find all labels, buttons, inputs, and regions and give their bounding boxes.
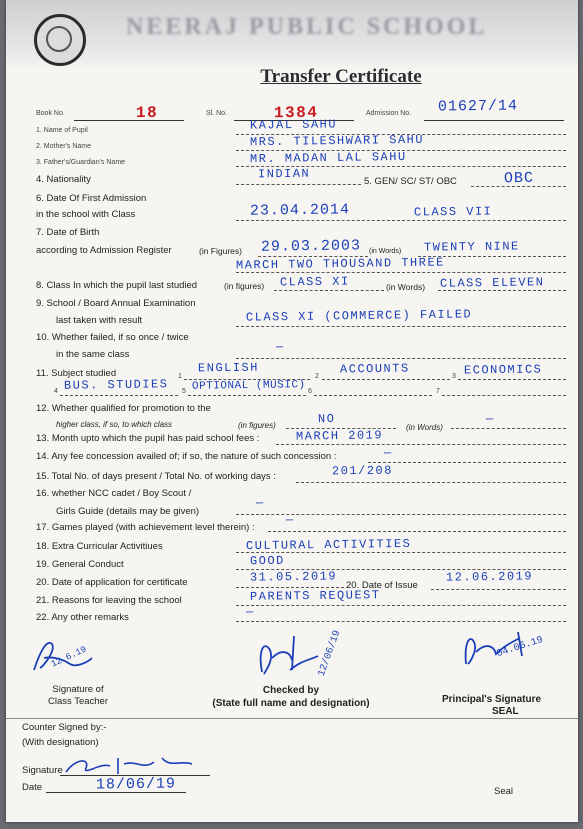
principal-seal-label: SEAL: [492, 706, 519, 717]
leaving-reason-value: PARENTS REQUEST: [249, 588, 381, 604]
pupil-name-label: 1. Name of Pupil: [36, 127, 88, 134]
promotion-label-a: 12. Whether qualified for promotion to the: [36, 403, 211, 414]
checked-by-hint: (State full name and designation): [212, 698, 370, 709]
admission-no-value: 01627/14: [437, 97, 519, 116]
issue-date-label: 20. Date of Issue: [346, 580, 418, 591]
first-admission-label-b: in the school with Class: [36, 209, 136, 220]
last-class-in-words-label: (in Words): [386, 282, 426, 292]
promotion-figures-value: NO: [317, 411, 336, 427]
dob-in-figures-label: (in Figures): [199, 246, 242, 256]
class-teacher-label-a: Signature of: [52, 684, 104, 695]
last-class-figures-line: [274, 290, 384, 291]
application-date-label: 20. Date of application for certificate: [36, 577, 188, 588]
book-no-value: 18: [135, 103, 159, 123]
dob-words-value-b: MARCH TWO THOUSAND THREE: [235, 255, 445, 273]
principal-date: 04.06.19: [495, 634, 545, 661]
counter-divider: [6, 718, 578, 719]
nationality-label: 4. Nationality: [36, 174, 91, 185]
admission-no-line: [424, 120, 564, 121]
remarks-line: [236, 621, 566, 622]
father-name-value: MR. MADAN LAL SAHU: [249, 149, 407, 167]
application-date-value: 31.05.2019: [249, 569, 338, 585]
sl-no-label: Sl. No.: [206, 110, 228, 117]
nationality-value: INDIAN: [257, 166, 311, 182]
subject-2: ACCOUNTS: [339, 361, 410, 377]
exam-label-b: last taken with result: [56, 315, 143, 326]
exam-label-a: 9. School / Board Annual Examination: [36, 298, 196, 309]
subject-line-5: [188, 395, 306, 396]
failed-label-a: 10. Whether failed, if so once / twice: [36, 332, 189, 343]
extra-curricular-value: CULTURAL ACTIVITIES: [245, 536, 412, 554]
nationality-line: [236, 184, 361, 185]
promotion-in-words-label: (in Words): [406, 423, 443, 432]
failed-label-b: in the same class: [56, 349, 130, 360]
ncc-value: —: [255, 495, 265, 511]
leaving-reason-label: 21. Reasons for leaving the school: [36, 595, 182, 606]
transfer-certificate-page: [6, 0, 578, 822]
exam-value: CLASS XI (COMMERCE) FAILED: [245, 307, 473, 325]
failed-line: [236, 358, 566, 359]
first-admission-label-a: 6. Date Of First Admission: [36, 193, 147, 204]
last-class-in-figures-label: (in figures): [224, 281, 265, 291]
school-logo: [34, 14, 86, 66]
counter-signed-label: Counter Signed by:-: [22, 722, 107, 733]
failed-value: —: [275, 339, 285, 355]
category-value: OBC: [503, 169, 535, 188]
subject-4: BUS. STUDIES: [63, 377, 169, 393]
counter-designation-label: (With designation): [22, 737, 99, 748]
subject-num-6: 6: [308, 388, 312, 395]
last-class-words-value: CLASS ELEVEN: [439, 275, 545, 291]
mother-name-value: MRS. TILESHWARI SAHU: [249, 132, 425, 150]
dob-words-line-b: [236, 272, 566, 273]
dob-label-b: according to Admission Register: [36, 245, 172, 256]
conduct-value: GOOD: [249, 553, 285, 569]
counter-signature: [62, 752, 212, 778]
concession-line: [368, 462, 566, 463]
remarks-value: —: [245, 604, 255, 620]
ncc-label-b: Girls Guide (details may be given): [56, 506, 200, 517]
first-admission-class: CLASS VII: [413, 204, 493, 220]
remarks-label: 22. Any other remarks: [36, 612, 129, 623]
subject-line-6: [314, 395, 432, 396]
mother-name-label: 2. Mother's Name: [36, 143, 92, 150]
promotion-words-value: —: [485, 411, 495, 427]
leaving-reason-line: [236, 605, 566, 606]
attendance-line: [296, 482, 566, 483]
dob-label-a: 7. Date of Birth: [36, 227, 100, 238]
admission-no-label: Admission No.: [366, 110, 412, 117]
fees-label: 13. Month upto which the pupil has paid school fees :: [36, 433, 260, 444]
extra-curricular-label: 18. Extra Curricular Activitiues: [36, 541, 163, 552]
first-admission-date: 23.04.2014: [249, 201, 351, 220]
ncc-label-a: 16. whether NCC cadet / Boy Scout /: [36, 488, 192, 499]
dob-figures-value: 29.03.2003: [260, 237, 362, 256]
promotion-words-line: [451, 428, 566, 429]
issue-date-line: [431, 589, 566, 590]
pupil-name-value: KAJAL SAHU: [249, 117, 338, 133]
subject-5: OPTIONAL (MUSIC): [191, 379, 306, 393]
last-class-label: 8. Class In which the pupil last studied: [36, 280, 198, 291]
subject-num-4: 4: [54, 388, 58, 395]
subject-num-2: 2: [315, 373, 319, 380]
subject-3: ECONOMICS: [463, 362, 543, 378]
subject-num-5: 5: [182, 388, 186, 395]
exam-line: [236, 326, 566, 327]
conduct-label: 19. General Conduct: [36, 559, 124, 570]
book-no-label: Book No.: [36, 110, 65, 117]
principal-signature-label: Principal's Signature: [442, 694, 542, 705]
promotion-label-b: higher class, if so, to which class: [56, 420, 173, 429]
subject-line-4: [60, 395, 178, 396]
fees-value: MARCH 2019: [295, 428, 384, 444]
subject-line-7: [442, 395, 566, 396]
promotion-in-figures-label: (in figures): [238, 421, 276, 430]
first-admission-line: [236, 220, 566, 221]
subjects-label: 11. Subject studied: [36, 368, 117, 379]
logo-emblem: [46, 26, 72, 52]
fees-line: [276, 444, 566, 445]
book-no-line: [74, 120, 184, 121]
games-label: 17. Games played (with achievement level therein) :: [36, 522, 255, 533]
class-teacher-date: 12.6.19: [49, 644, 89, 670]
counter-date-value: 18/06/19: [95, 775, 177, 794]
father-name-label: 3. Father's/Guardian's Name: [36, 159, 126, 166]
subject-line-3: [458, 379, 566, 380]
subject-num-7: 7: [436, 388, 440, 395]
dob-words-value-a: TWENTY NINE: [423, 239, 520, 255]
last-class-figures-value: CLASS XI: [279, 274, 350, 290]
checked-by-date: 12/06/19: [316, 629, 344, 678]
games-value: —: [285, 512, 295, 528]
subject-line-2: [322, 379, 450, 380]
issue-date-value: 12.06.2019: [445, 569, 534, 585]
category-label: 5. GEN/ SC/ ST/ OBC: [364, 176, 457, 187]
class-teacher-label-b: Class Teacher: [47, 696, 109, 707]
concession-value: —: [383, 445, 393, 461]
counter-seal-label: Seal: [494, 786, 514, 797]
dob-in-words-label: (in Words): [369, 248, 402, 255]
checked-by-label: Checked by: [262, 685, 320, 696]
attendance-label: 15. Total No. of days present / Total No. of working days :: [36, 471, 276, 482]
subject-num-1: 1: [178, 373, 182, 380]
sl-no-value: 1384: [273, 103, 319, 123]
subject-num-3: 3: [452, 373, 456, 380]
games-line: [268, 531, 566, 532]
counter-date-label: Date: [22, 782, 43, 793]
concession-label: 14. Any fee concession availed of; if so, the nature of such concession :: [36, 451, 337, 462]
school-address-blurred: [132, 44, 562, 58]
subject-1: ENGLISH: [197, 360, 260, 376]
counter-signature-label: Signature: [22, 765, 63, 776]
document-title: Transfer Certificate: [260, 66, 422, 87]
school-name: NEERAJ PUBLIC SCHOOL: [126, 14, 488, 40]
attendance-value: 201/208: [331, 463, 394, 479]
